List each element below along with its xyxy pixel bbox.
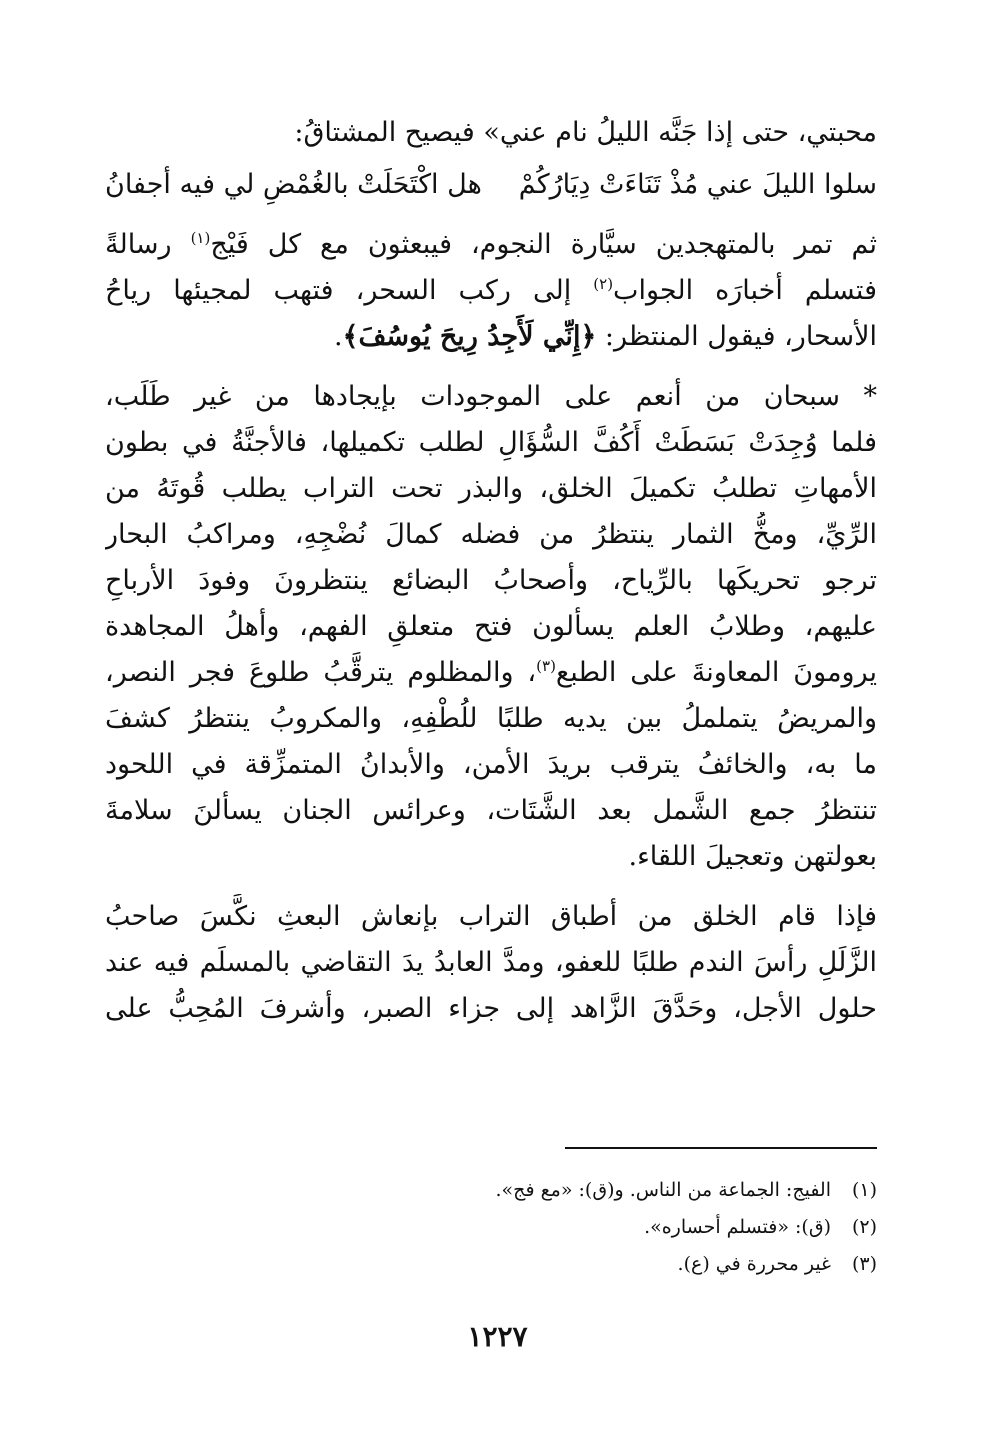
verse-left-hemistich: هل اكْتَحَلَتْ بالغُمْضِ لي فيه أجفانُ xyxy=(105,169,482,200)
footnote-divider xyxy=(565,1147,877,1149)
footnote-number: (١) xyxy=(851,1179,877,1201)
poetry-verse xyxy=(105,162,877,208)
paragraph-2-line: والمريضُ يتململُ بين يديه طلبًا للُطْفِهِ، والمكروبُ ينتظرُ كشفَ xyxy=(105,703,877,734)
paragraph-2 xyxy=(105,374,877,880)
paragraph-3-line: فإذا قام الخلق من أطباق التراب بإنعاش البعثِ نكَّسَ صاحبُ xyxy=(105,901,877,932)
text-segment: ثم تمر بالمتهجدين سيَّارة النجوم، فيبعثون مع كل فَيْج xyxy=(210,229,877,260)
paragraph-1-line-2 xyxy=(105,268,877,314)
footnote-3 xyxy=(377,1246,877,1283)
paragraph-2-line: عليهم، وطلابُ العلم يسألون فتح متعلقِ الفهم، وأهلُ المجاهدة xyxy=(105,611,877,642)
footnote-ref-2[interactable]: (٢) xyxy=(593,275,614,293)
footnote-2 xyxy=(377,1209,877,1246)
verse-right-hemistich: سلوا الليلَ عني مُذْ تَنَاءَتْ دِيَارُكُمْ xyxy=(518,169,877,200)
quran-quote: ﴿إِنِّي لَأَجِدُ رِيحَ يُوسُفَ﴾ xyxy=(342,321,597,352)
intro-line: محبتي، حتى إذا جَنَّه الليلُ نام عني» فيصيح المشتاقُ: xyxy=(294,117,877,148)
paragraph-2-line: الأمهاتِ تطلبُ تكميلَ الخلق، والبذر تحت التراب يطلب قُوتَهُ من xyxy=(105,473,877,504)
paragraph-2-line: ترجو تحريكَها بالرِّياح، وأصحابُ البضائع ينتظرونَ وفودَ الأرباحِ xyxy=(105,565,877,596)
paragraph-3-line: الزَّلَلِ رأسَ الندم طلبًا للعفو، ومدَّ العابدُ يدَ التقاضي بالمسلَم فيه عند xyxy=(105,947,877,978)
footnote-text: (ق): «فتسلم أحساره». xyxy=(644,1216,831,1238)
text-segment: فتسلم أخبارَه الجواب xyxy=(613,275,877,306)
text-segment: الأسحار، فيقول المنتظر: xyxy=(596,321,877,352)
main-text xyxy=(105,110,877,1032)
paragraph-2-line: ما به، والخائفُ يترقب بريدَ الأمن، والأبدانُ المتمزِّقة في اللحود xyxy=(105,749,877,780)
text-segment: رسالةً xyxy=(105,229,191,260)
paragraph-2-line: * سبحان من أنعم على الموجودات بإيجادها من غير طَلَب، xyxy=(105,381,877,412)
text-segment: . xyxy=(334,321,343,352)
text-segment: يرومونَ المعاونةَ على الطبع xyxy=(555,657,877,688)
footnote-text: غير محررة في (ع). xyxy=(677,1253,831,1275)
text-segment: إلى ركب السحر، فتهب لمجيئها رياحُ xyxy=(105,275,594,306)
footnote-ref-1[interactable]: (١) xyxy=(190,229,211,247)
footnote-ref-3[interactable]: (٣) xyxy=(536,657,556,675)
footnotes xyxy=(377,1172,877,1283)
paragraph-2-line: فلما وُجِدَتْ بَسَطَتْ أَكُفَّ السُّؤَالِ لطلب تكميلها، فالأجنَّةُ في بطون xyxy=(105,427,877,458)
footnote-number: (٣) xyxy=(851,1253,877,1275)
footnote-text: الفيج: الجماعة من الناس. و(ق): «مع فج». xyxy=(495,1179,831,1201)
paragraph-2-line: الرِّيِّ، ومخُّ الثمار ينتظرُ من فضله كمالَ نُضْجِهِ، ومراكبُ البحار xyxy=(105,519,877,550)
paragraph-1-line-3 xyxy=(105,314,877,360)
paragraph-1 xyxy=(105,222,877,360)
paragraph-2-line xyxy=(105,650,877,696)
paragraph-3 xyxy=(105,894,877,1032)
paragraph-3-line: حلول الأجل، وحَدَّقَ الزَّاهد إلى جزاء الصبر، وأشرفَ المُحِبُّ على xyxy=(105,993,877,1024)
page-number: ١٢٢٧ xyxy=(467,1320,528,1353)
paragraph-2-line: بعولتهن وتعجيلَ اللقاء. xyxy=(628,841,877,872)
footnote-number: (٢) xyxy=(851,1216,877,1238)
text-segment: ، والمظلوم يترقَّبُ طلوعَ فجر النصر، xyxy=(105,657,537,688)
paragraph-2-line: تنتظرُ جمع الشَّمل بعد الشَّتَات، وعرائس الجنان يسألنَ سلامةَ xyxy=(105,795,877,826)
paragraph-1-line-1 xyxy=(105,222,877,268)
footnote-1 xyxy=(377,1172,877,1209)
